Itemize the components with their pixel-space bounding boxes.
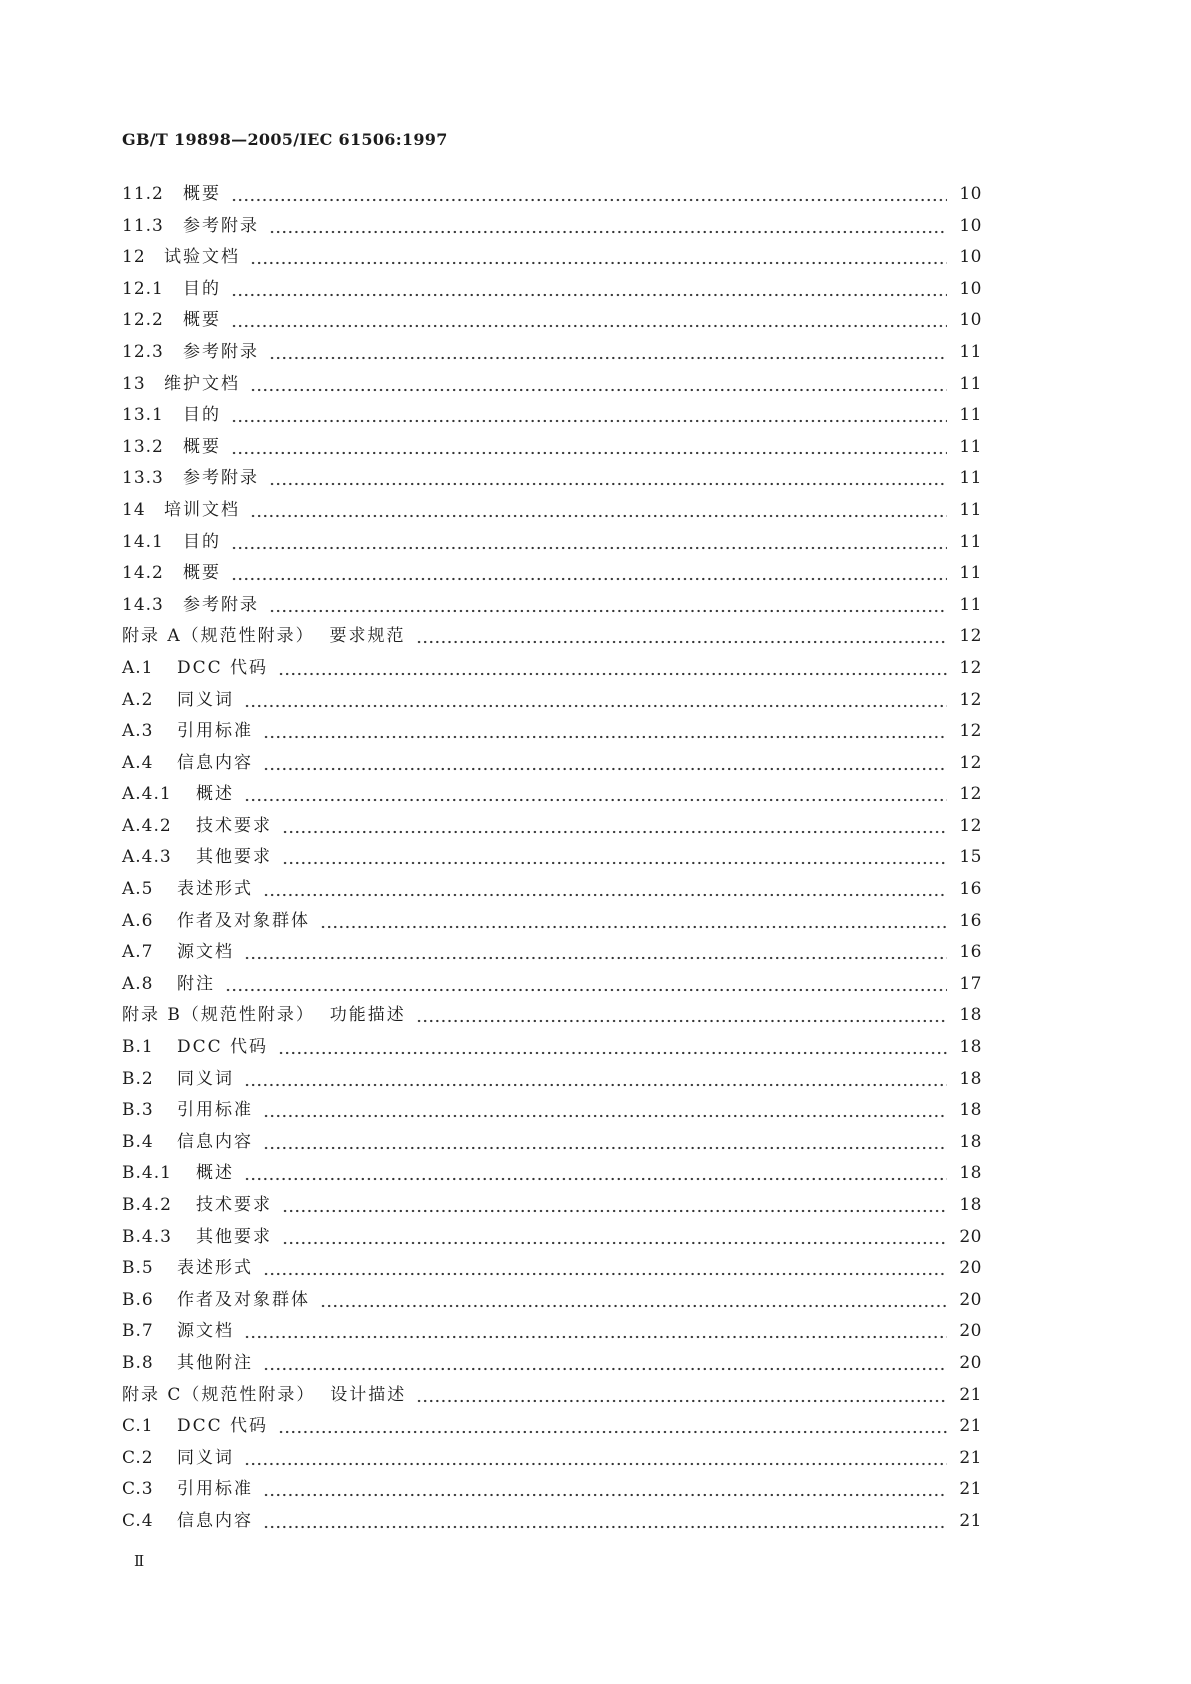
toc-dot-leader: [263, 1348, 947, 1380]
toc-entry-number: 13: [122, 373, 146, 394]
toc-entry-page: 20: [959, 1226, 982, 1247]
toc-entry-number: B.4.3: [122, 1226, 172, 1247]
toc-entry-page: 10: [959, 278, 982, 299]
toc-entry-title: 概要: [183, 184, 221, 204]
toc-entry-title: 概要: [183, 436, 221, 457]
toc-dot-leader: [263, 716, 947, 748]
toc-entry-number: B.1: [122, 1037, 154, 1058]
toc-entry: [122, 400, 982, 432]
toc-entry-number: 12.2: [122, 310, 164, 331]
toc-dot-leader: [244, 779, 947, 811]
toc-entry-number: A.4: [122, 752, 154, 773]
toc-dot-leader: [263, 1506, 947, 1538]
toc-dot-leader: [263, 1127, 947, 1159]
toc-entry: [122, 811, 982, 843]
standard-code-header: GB/T 19898—2005/IEC 61506:1997: [122, 130, 448, 149]
toc-entry-number: B.2: [122, 1068, 154, 1089]
toc-entry-number: B.4.2: [122, 1195, 172, 1215]
toc-entry-page: 10: [959, 310, 982, 331]
toc-entry-title: 其他要求: [196, 847, 272, 868]
toc-dot-leader: [231, 527, 947, 559]
toc-dot-leader: [263, 1095, 947, 1127]
toc-dot-leader: [244, 1316, 947, 1348]
toc-entry-page: 20: [959, 1321, 982, 1342]
toc-entry-page: 21: [959, 1384, 982, 1405]
page-number-footer: Ⅱ: [134, 1552, 145, 1570]
toc-dot-leader: [250, 369, 947, 401]
toc-entry-page: 17: [959, 973, 982, 994]
toc-entry-number: A.7: [122, 942, 154, 963]
toc-dot-leader: [225, 969, 947, 1001]
toc-entry-number: 12.3: [122, 341, 164, 362]
toc-dot-leader: [244, 1443, 947, 1475]
toc-dot-leader: [250, 242, 947, 274]
toc-entry-number: A.4.2: [122, 815, 172, 836]
toc-entry-number: C.3: [122, 1479, 154, 1500]
toc-entry-page: 21: [959, 1510, 982, 1531]
toc-entry: [122, 906, 982, 938]
toc-entry-page: 20: [959, 1289, 982, 1310]
toc-entry-title: DCC 代码: [177, 1037, 269, 1058]
toc-entry-number: B.7: [122, 1321, 154, 1342]
toc-entry-title: 概要: [183, 310, 221, 331]
toc-entry-number: A.4.1: [122, 784, 172, 805]
toc-entry-page: 18: [959, 1005, 982, 1026]
toc-entry-page: 21: [959, 1416, 982, 1437]
toc-entry-number: 11.2: [122, 184, 164, 204]
toc-entry: [122, 842, 982, 874]
toc-entry-title: 其他附注: [177, 1352, 253, 1373]
toc-dot-leader: [320, 1285, 947, 1317]
toc-entry: [122, 179, 982, 211]
toc-entry-number: B.4: [122, 1131, 154, 1152]
toc-dot-leader: [282, 842, 947, 874]
toc-entry-number: B.6: [122, 1289, 154, 1310]
toc-entry-title: 参考附录: [183, 594, 259, 615]
toc-entry-page: 12: [959, 815, 982, 836]
toc-entry-title: 表述形式: [177, 1258, 253, 1279]
toc-entry-title: 目的: [183, 278, 221, 299]
toc-entry: [122, 874, 982, 906]
toc-entry-title: 概述: [196, 784, 234, 805]
toc-entry-title: 附录 B（规范性附录） 功能描述: [122, 1005, 406, 1026]
toc-entry-page: 11: [959, 531, 982, 552]
toc-entry-page: 18: [959, 1195, 982, 1215]
toc-entry: [122, 1474, 982, 1506]
toc-entry-page: 18: [959, 1068, 982, 1089]
toc-entry-page: 21: [959, 1479, 982, 1500]
toc-entry-page: 15: [959, 847, 982, 868]
toc-entry: [122, 748, 982, 780]
toc-entry: [122, 1348, 982, 1380]
toc-entry-number: B.8: [122, 1352, 154, 1373]
toc-entry-title: 信息内容: [177, 752, 253, 773]
toc-entry-number: 14.2: [122, 563, 164, 584]
toc-entry-page: 20: [959, 1258, 982, 1279]
toc-entry: [122, 369, 982, 401]
toc-entry-title: DCC 代码: [177, 657, 269, 678]
toc-entry: [122, 969, 982, 1001]
toc-dot-leader: [231, 274, 947, 306]
toc-entry-number: B.3: [122, 1100, 154, 1121]
toc-entry-number: A.1: [122, 657, 154, 678]
toc-entry: [122, 1253, 982, 1285]
toc-entry-page: 12: [959, 689, 982, 710]
toc-entry-page: 11: [959, 499, 982, 520]
toc-dot-leader: [278, 1032, 947, 1064]
toc-entry-number: 13.1: [122, 405, 164, 426]
toc-dot-leader: [263, 748, 947, 780]
toc-entry-title: 概要: [183, 563, 221, 584]
toc-dot-leader: [416, 1380, 947, 1412]
toc-entry: [122, 1222, 982, 1254]
toc-entry: [122, 211, 982, 243]
toc-dot-leader: [269, 590, 947, 622]
toc-entry-page: 12: [959, 784, 982, 805]
toc-entry-title: 维护文档: [164, 373, 240, 394]
toc-entry-title: 同义词: [177, 1447, 234, 1468]
toc-entry-number: B.5: [122, 1258, 154, 1279]
toc-entry-page: 12: [959, 721, 982, 742]
toc-entry-page: 10: [959, 184, 982, 204]
toc-entry: [122, 1127, 982, 1159]
toc-entry-page: 12: [959, 626, 982, 647]
toc-entry: [122, 1190, 982, 1222]
toc-entry-number: A.6: [122, 910, 154, 931]
toc-entry-page: 18: [959, 1163, 982, 1184]
toc-dot-leader: [320, 906, 947, 938]
toc-entry-number: A.3: [122, 721, 154, 742]
toc-dot-leader: [231, 305, 947, 337]
toc-entry-page: 11: [959, 373, 982, 394]
toc-appendix-entry: [122, 621, 982, 653]
toc-dot-leader: [244, 685, 947, 717]
toc-dot-leader: [269, 211, 947, 243]
toc-entry-title: 目的: [183, 405, 221, 426]
toc-entry-title: 概述: [196, 1163, 234, 1184]
toc-entry: [122, 305, 982, 337]
toc-entry-page: 18: [959, 1037, 982, 1058]
toc-entry-title: 信息内容: [177, 1131, 253, 1152]
toc-dot-leader: [269, 463, 947, 495]
toc-entry-page: 16: [959, 910, 982, 931]
toc-entry-title: 引用标准: [177, 1479, 253, 1500]
toc-entry: [122, 685, 982, 717]
toc-entry-page: 10: [959, 215, 982, 236]
toc-entry-number: B.4.1: [122, 1163, 172, 1184]
toc-dot-leader: [250, 495, 947, 527]
toc-entry: [122, 274, 982, 306]
toc-entry: [122, 653, 982, 685]
toc-dot-leader: [282, 1190, 947, 1222]
toc-dot-leader: [231, 558, 947, 590]
toc-entry-title: 技术要求: [196, 1195, 272, 1215]
toc-entry: [122, 1443, 982, 1475]
toc-entry-title: 引用标准: [177, 721, 253, 742]
toc-entry-number: 13.2: [122, 436, 164, 457]
toc-entry-title: 附录 C（规范性附录） 设计描述: [122, 1384, 407, 1405]
toc-entry-title: 同义词: [177, 1068, 234, 1089]
toc-dot-leader: [263, 1253, 947, 1285]
table-of-contents: [122, 179, 982, 1538]
toc-entry-title: 目的: [183, 531, 221, 552]
toc-dot-leader: [231, 179, 947, 211]
toc-entry-number: 14.3: [122, 594, 164, 615]
toc-entry: [122, 1285, 982, 1317]
toc-entry: [122, 495, 982, 527]
toc-entry-page: 18: [959, 1100, 982, 1121]
toc-entry: [122, 1095, 982, 1127]
toc-entry-title: 表述形式: [177, 879, 253, 900]
toc-entry-page: 11: [959, 594, 982, 615]
toc-entry-title: DCC 代码: [177, 1416, 269, 1437]
toc-entry-title: 源文档: [177, 1321, 234, 1342]
toc-entry-title: 作者及对象群体: [177, 1289, 310, 1310]
toc-entry-page: 11: [959, 341, 982, 362]
toc-dot-leader: [244, 1064, 947, 1096]
toc-appendix-entry: [122, 1380, 982, 1412]
toc-entry-page: 12: [959, 657, 982, 678]
toc-entry-number: A.4.3: [122, 847, 172, 868]
toc-entry: [122, 937, 982, 969]
toc-entry-title: 同义词: [177, 689, 234, 710]
toc-entry: [122, 463, 982, 495]
toc-dot-leader: [231, 400, 947, 432]
toc-entry: [122, 1411, 982, 1443]
toc-dot-leader: [282, 811, 947, 843]
toc-dot-leader: [416, 1000, 948, 1032]
toc-entry: [122, 716, 982, 748]
toc-entry-page: 11: [959, 468, 982, 489]
toc-entry: [122, 1032, 982, 1064]
toc-entry-title: 技术要求: [196, 815, 272, 836]
toc-entry-title: 参考附录: [183, 341, 259, 362]
toc-entry-number: 14.1: [122, 531, 164, 552]
toc-entry-title: 附注: [177, 973, 215, 994]
toc-entry-number: 13.3: [122, 468, 164, 489]
toc-dot-leader: [278, 1411, 947, 1443]
toc-entry: [122, 527, 982, 559]
toc-entry: [122, 337, 982, 369]
toc-entry-page: 11: [959, 436, 982, 457]
toc-entry-page: 16: [959, 879, 982, 900]
toc-entry-title: 源文档: [177, 942, 234, 963]
toc-entry-number: 12.1: [122, 278, 164, 299]
toc-dot-leader: [263, 1474, 947, 1506]
toc-entry-title: 引用标准: [177, 1100, 253, 1121]
toc-entry: [122, 779, 982, 811]
toc-entry-title: 其他要求: [196, 1226, 272, 1247]
toc-entry-title: 培训文档: [164, 499, 240, 520]
toc-entry: [122, 432, 982, 464]
toc-entry: [122, 242, 982, 274]
toc-entry: [122, 1506, 982, 1538]
toc-entry-page: 21: [959, 1447, 982, 1468]
toc-entry-title: 试验文档: [164, 247, 240, 268]
toc-entry: [122, 590, 982, 622]
toc-entry-number: 12: [122, 247, 146, 268]
toc-dot-leader: [278, 653, 947, 685]
toc-entry-page: 20: [959, 1352, 982, 1373]
toc-entry-title: 附录 A（规范性附录） 要求规范: [122, 626, 406, 647]
toc-dot-leader: [263, 874, 947, 906]
toc-entry-number: C.1: [122, 1416, 154, 1437]
toc-entry-page: 12: [959, 752, 982, 773]
toc-dot-leader: [269, 337, 947, 369]
toc-entry-page: 11: [959, 405, 982, 426]
toc-entry-page: 10: [959, 247, 982, 268]
toc-dot-leader: [231, 432, 947, 464]
toc-entry-number: A.5: [122, 879, 154, 900]
toc-dot-leader: [416, 621, 948, 653]
toc-appendix-entry: [122, 1000, 982, 1032]
toc-entry: [122, 1158, 982, 1190]
toc-dot-leader: [244, 1158, 947, 1190]
toc-entry: [122, 1316, 982, 1348]
toc-entry-number: 11.3: [122, 215, 164, 236]
toc-dot-leader: [244, 937, 947, 969]
toc-entry-title: 信息内容: [177, 1510, 253, 1531]
toc-entry-number: A.2: [122, 689, 154, 710]
toc-entry-number: 14: [122, 499, 146, 520]
toc-entry-title: 作者及对象群体: [177, 910, 310, 931]
toc-entry: [122, 1064, 982, 1096]
toc-entry-page: 16: [959, 942, 982, 963]
toc-entry: [122, 558, 982, 590]
toc-dot-leader: [282, 1222, 947, 1254]
toc-entry-number: C.2: [122, 1447, 154, 1468]
toc-entry-number: A.8: [122, 973, 154, 994]
toc-entry-title: 参考附录: [183, 215, 259, 236]
toc-entry-title: 参考附录: [183, 468, 259, 489]
toc-entry-page: 18: [959, 1131, 982, 1152]
toc-entry-page: 11: [959, 563, 982, 584]
toc-entry-number: C.4: [122, 1510, 154, 1531]
